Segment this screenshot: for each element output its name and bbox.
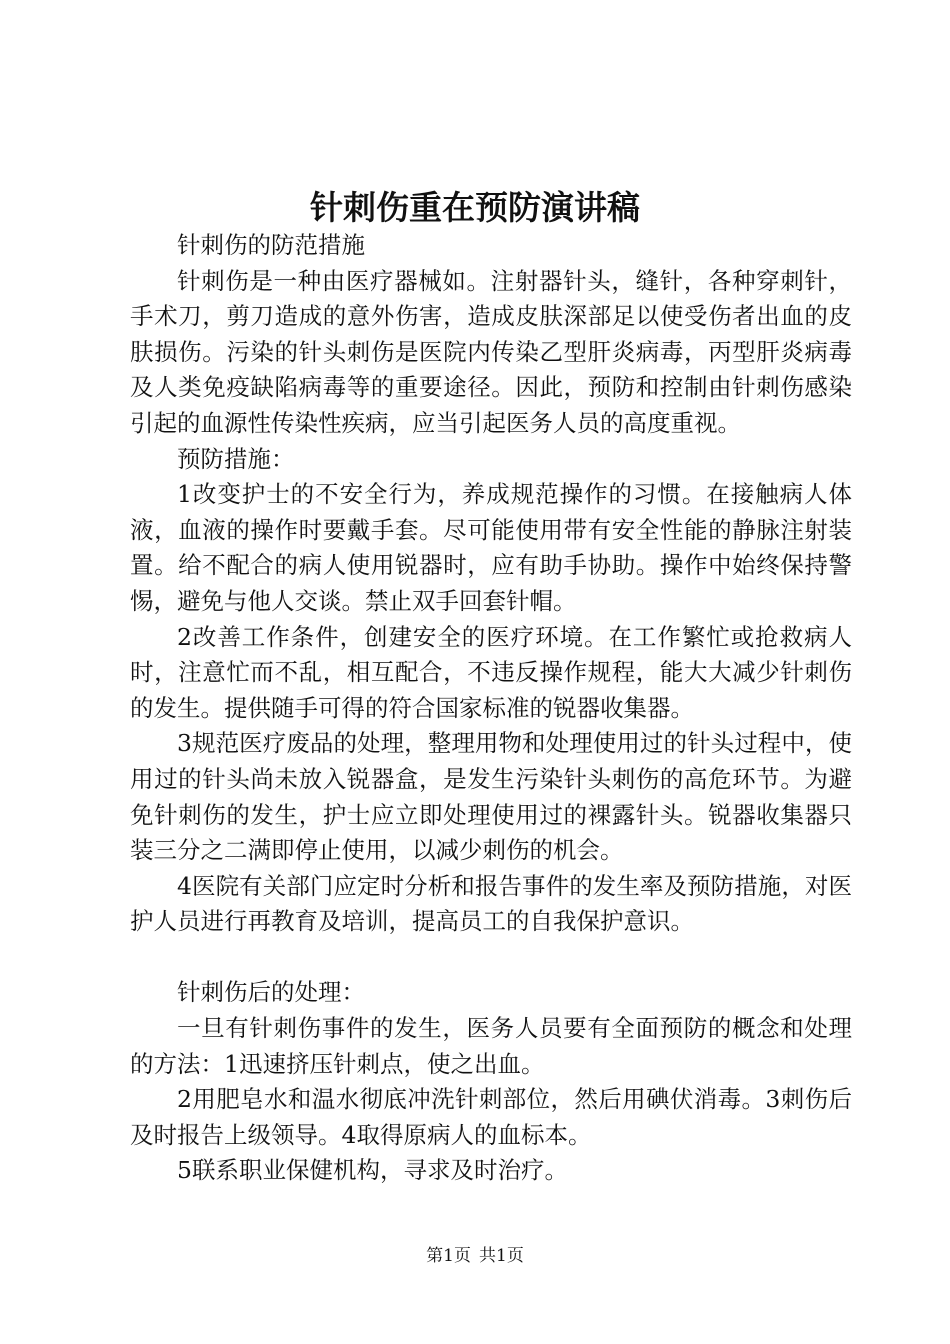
- page-number: 第1页: [426, 1246, 471, 1266]
- page-title: 针刺伤重在预防演讲稿: [310, 188, 640, 227]
- document-body: [130, 228, 852, 1189]
- paragraph-item-1: 1改变护士的不安全行为，养成规范操作的习惯。在接触病人体液，血液的操作时要戴手套。尽可能使用带有安全性能的静脉注射装置。给不配合的病人使用锐器时，应有助手协助。操作中始终保持警惕，避免与他人交谈。禁止双手回套针帽。: [130, 480, 852, 615]
- subheading-prevention: 预防措施：: [177, 444, 295, 473]
- page-footer: [0, 1244, 950, 1268]
- section-heading-prevention-measures: 针刺伤的防范措施: [177, 231, 365, 259]
- paragraph-post-injury-steps: 2用肥皂水和温水彻底冲洗针刺部位，然后用碘伏消毒。3刺伤后及时报告上级领导。4取得原病人的血标本。: [130, 1085, 852, 1149]
- page-count: 共1页: [479, 1246, 524, 1266]
- paragraph-spacer: [130, 940, 852, 976]
- paragraph-item-3: 3规范医疗废品的处理，整理用物和处理使用过的针头过程中，使用过的针头尚未放入锐器盒，是发生污染针头刺伤的高危环节。为避免针刺伤的发生，护士应立即处理使用过的裸露针头。锐器收集器只装三分之二满即停止使用，以减少刺伤的机会。: [130, 729, 852, 865]
- paragraph-post-injury-intro: 一旦有针刺伤事件的发生，医务人员要有全面预防的概念和处理的方法：1迅速挤压针刺点，使之出血。: [130, 1014, 852, 1078]
- section-heading-post-injury: 针刺伤后的处理：: [177, 978, 365, 1007]
- paragraph-item-4: 4医院有关部门应定时分析和报告事件的发生率及预防措施，对医护人员进行再教育及培训，提高员工的自我保护意识。: [130, 871, 852, 936]
- paragraph-item-2: 2改善工作条件，创建安全的医疗环境。在工作繁忙或抢救病人时，注意忙而不乱，相互配合，不违反操作规程，能大大减少针刺伤的发生。提供随手可得的符合国家标准的锐器收集器。: [130, 622, 852, 722]
- paragraph-post-injury-final: 5联系职业保健机构，寻求及时治疗。: [177, 1156, 568, 1185]
- paragraph-definition: 针刺伤是一种由医疗器械如。注射器针头，缝针，各种穿刺针，手术刀，剪刀造成的意外伤害，造成皮肤深部足以使受伤者出血的皮肤损伤。污染的针头刺伤是医院内传染乙型肝炎病毒，丙型肝炎病毒及人类免疫缺陷病毒等的重要途径。因此，预防和控制由针刺伤感染引起的血源性传染性疾病，应当引起医务人员的高度重视。: [130, 266, 852, 437]
